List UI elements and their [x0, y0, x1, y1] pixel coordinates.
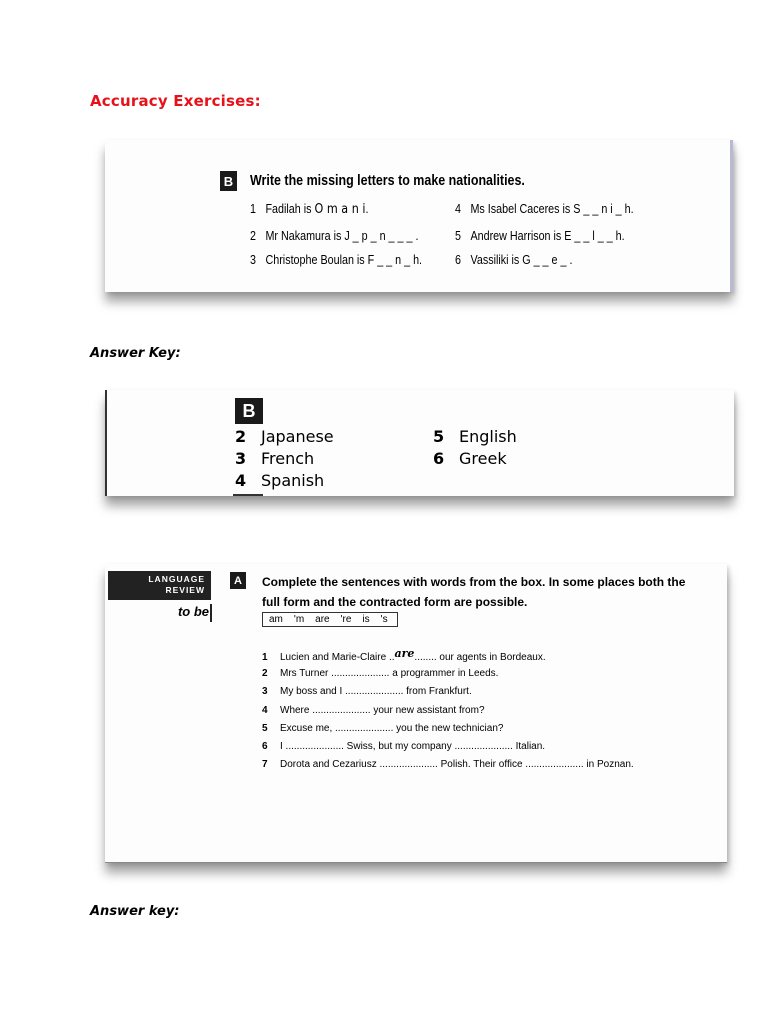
sentence-item: 5 Excuse me, ..................... you the new technician?: [262, 723, 504, 734]
exercise-b-item: 6 Vassiliki is G _ _ e _ .: [455, 253, 573, 267]
exercise-b-item: 5 Andrew Harrison is E _ _ l _ _ h.: [455, 229, 625, 243]
answer-item: 5 English: [433, 427, 517, 446]
answer-item: 4 Spanish: [235, 471, 325, 490]
answer-key-label: Answer key:: [90, 904, 180, 919]
exercise-b-item: 1 Fadilah is O m a n i.: [250, 202, 369, 217]
sentence-item: 1 Lucien and Marie-Claire ..are........ our agents in Bordeaux.: [262, 647, 546, 663]
exercise-a-scan: [105, 564, 727, 863]
answer-key-label: Answer Key:: [90, 346, 181, 361]
exercise-b-badge: B: [220, 171, 237, 191]
sentence-item: 6 I ..................... Swiss, but my company ..................... Italian.: [262, 741, 546, 752]
exercise-b-item: 2 Mr Nakamura is J _ p _ n _ _ _ .: [250, 229, 419, 243]
sentence-item: 7 Dorota and Cezariusz ..................... Polish. Their office ..................... in Poznan.: [262, 759, 634, 770]
sentence-item: 2 Mrs Turner ..................... a programmer in Leeds.: [262, 668, 499, 679]
answer-b-scan: [105, 390, 734, 496]
exercise-b-instruction: Write the missing letters to make nationalities.: [250, 173, 525, 189]
answer-b-badge: B: [235, 398, 263, 424]
exercise-b-item: 4 Ms Isabel Caceres is S _ _ n i _ h.: [455, 202, 634, 216]
section-topic: to be: [177, 604, 209, 619]
sentence-item: 4 Where ..................... your new assistant from?: [262, 705, 485, 716]
language-review-label: LANGUAGE REVIEW: [108, 571, 211, 600]
handwritten-answer: O m a n i: [314, 202, 366, 217]
word-box: am 'm are 're is 's: [262, 612, 398, 627]
topic-divider: [210, 604, 212, 622]
sentence-item: 3 My boss and I ..................... from Frankfurt.: [262, 686, 472, 697]
exercise-b-item: 3 Christophe Boulan is F _ _ n _ h.: [250, 253, 423, 267]
answer-item: 2 Japanese: [235, 427, 334, 446]
exercise-a-instruction: Complete the sentences with words from the box. In some places both the full form and the contracted form are possible.: [262, 575, 686, 609]
answer-item: 3 French: [235, 449, 315, 468]
answer-item: 6 Greek: [433, 449, 507, 468]
exercise-b-scan: [105, 140, 733, 292]
exercise-a-badge: A: [230, 572, 246, 589]
handwritten-answer: are: [394, 647, 415, 660]
page-heading: Accuracy Exercises:: [90, 92, 261, 110]
cropped-edge-line: [233, 494, 263, 496]
